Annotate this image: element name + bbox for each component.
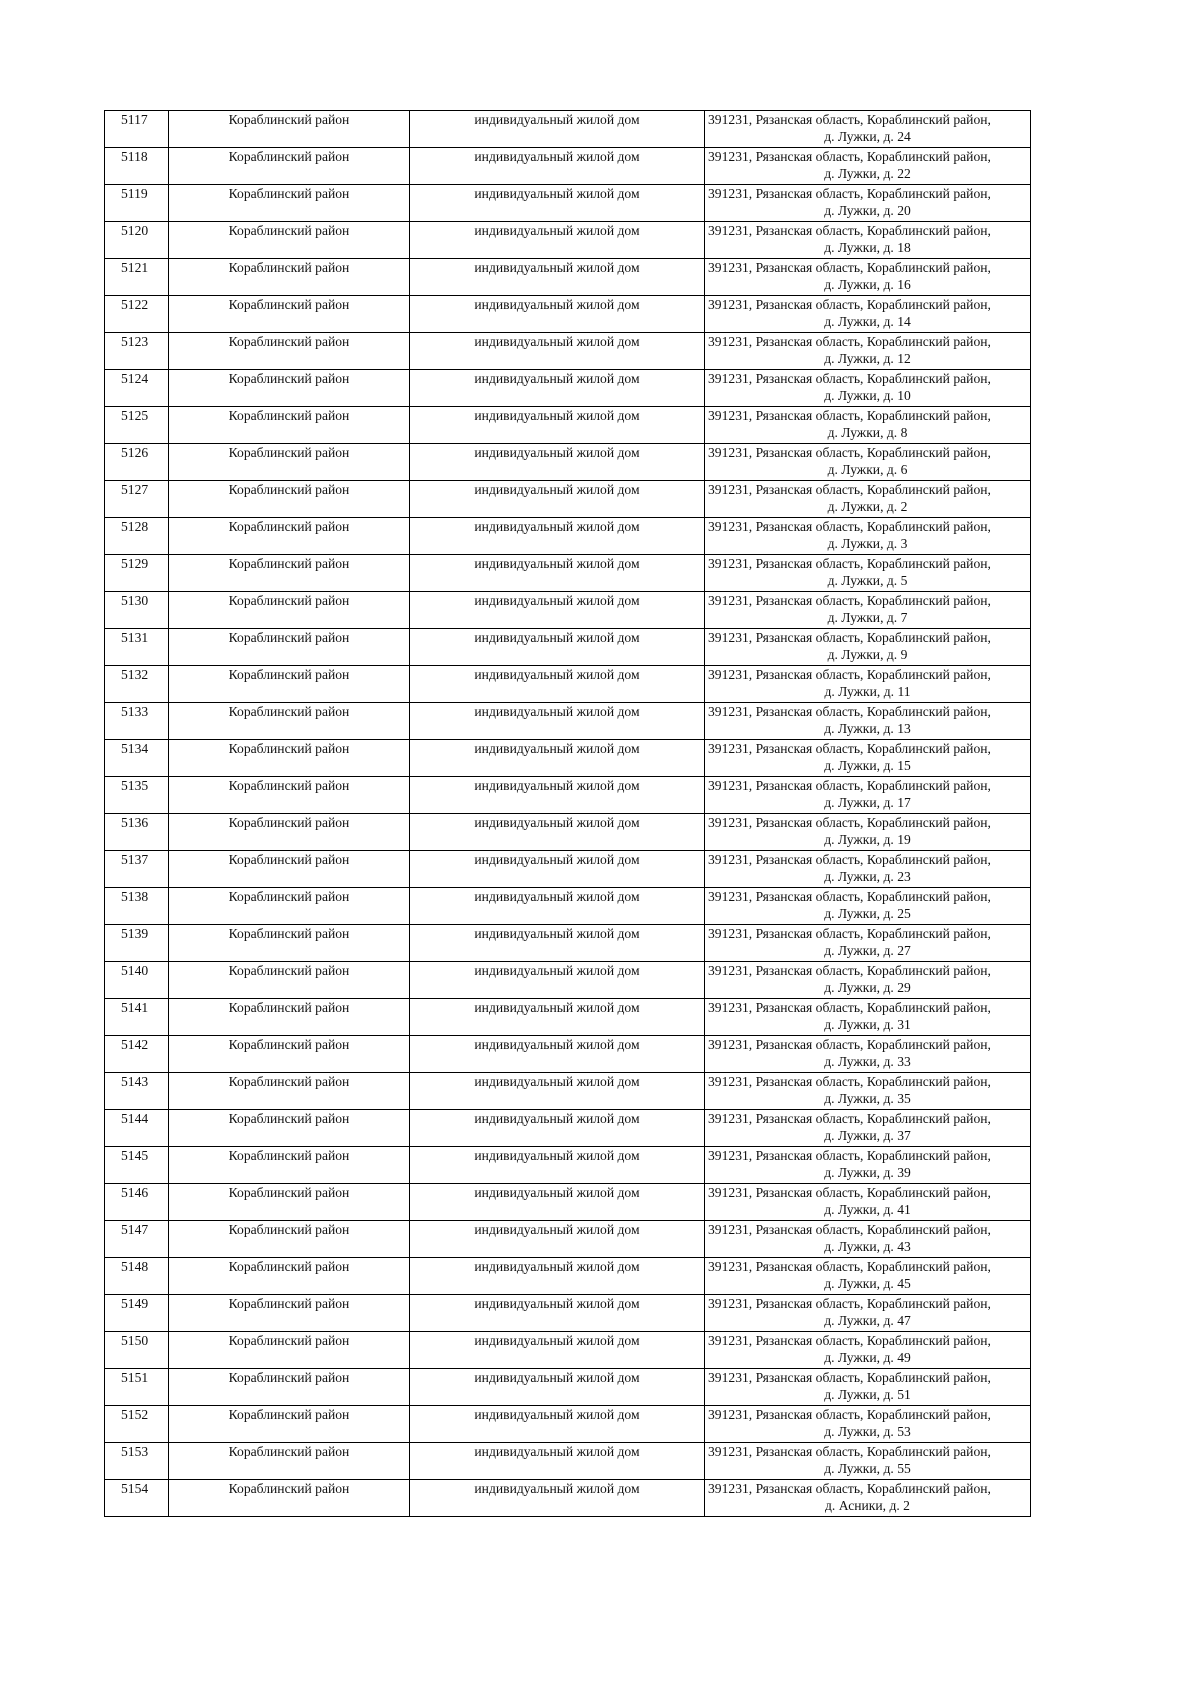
- row-building-type: индивидуальный жилой дом: [410, 185, 705, 222]
- row-address-line-1: 391231, Рязанская область, Кораблинский район,: [708, 1296, 991, 1311]
- row-number: 5154: [105, 1480, 169, 1517]
- row-address-line-1: 391231, Рязанская область, Кораблинский район,: [708, 741, 991, 756]
- table-row: [105, 222, 1031, 259]
- row-address: [705, 740, 1031, 777]
- row-building-type: индивидуальный жилой дом: [410, 555, 705, 592]
- row-district: Кораблинский район: [169, 1258, 410, 1295]
- row-address-line-1: 391231, Рязанская область, Кораблинский район,: [708, 445, 991, 460]
- row-building-type: индивидуальный жилой дом: [410, 666, 705, 703]
- row-number: 5147: [105, 1221, 169, 1258]
- row-district: Кораблинский район: [169, 1332, 410, 1369]
- row-building-type: индивидуальный жилой дом: [410, 259, 705, 296]
- row-address-line-1: 391231, Рязанская область, Кораблинский район,: [708, 815, 991, 830]
- row-building-type: индивидуальный жилой дом: [410, 925, 705, 962]
- table-row: [105, 666, 1031, 703]
- row-number: 5118: [105, 148, 169, 185]
- table-row: [105, 1295, 1031, 1332]
- row-address-line-2: д. Лужки, д. 37: [824, 1128, 911, 1143]
- address-table-body: [105, 111, 1031, 1517]
- table-row: [105, 1184, 1031, 1221]
- row-district: Кораблинский район: [169, 222, 410, 259]
- row-address: [705, 222, 1031, 259]
- row-number: 5134: [105, 740, 169, 777]
- row-district: Кораблинский район: [169, 1147, 410, 1184]
- row-district: Кораблинский район: [169, 481, 410, 518]
- row-district: Кораблинский район: [169, 370, 410, 407]
- row-building-type: индивидуальный жилой дом: [410, 444, 705, 481]
- row-address-line-1: 391231, Рязанская область, Кораблинский район,: [708, 926, 991, 941]
- row-number: 5151: [105, 1369, 169, 1406]
- row-building-type: индивидуальный жилой дом: [410, 888, 705, 925]
- row-building-type: индивидуальный жилой дом: [410, 851, 705, 888]
- row-district: Кораблинский район: [169, 1406, 410, 1443]
- row-number: 5136: [105, 814, 169, 851]
- row-address-line-1: 391231, Рязанская область, Кораблинский район,: [708, 852, 991, 867]
- table-row: [105, 296, 1031, 333]
- row-address: [705, 444, 1031, 481]
- row-address: [705, 148, 1031, 185]
- row-building-type: индивидуальный жилой дом: [410, 1147, 705, 1184]
- row-address-line-2: д. Лужки, д. 49: [824, 1350, 911, 1365]
- row-number: 5119: [105, 185, 169, 222]
- row-address-line-2: д. Лужки, д. 18: [824, 240, 911, 255]
- row-address-line-1: 391231, Рязанская область, Кораблинский район,: [708, 519, 991, 534]
- row-address: [705, 666, 1031, 703]
- row-building-type: индивидуальный жилой дом: [410, 1184, 705, 1221]
- row-district: Кораблинский район: [169, 962, 410, 999]
- row-address: [705, 851, 1031, 888]
- row-number: 5149: [105, 1295, 169, 1332]
- row-district: Кораблинский район: [169, 888, 410, 925]
- table-row: [105, 333, 1031, 370]
- row-district: Кораблинский район: [169, 148, 410, 185]
- table-row: [105, 518, 1031, 555]
- table-row: [105, 999, 1031, 1036]
- row-address-line-2: д. Лужки, д. 41: [824, 1202, 911, 1217]
- row-address: [705, 1110, 1031, 1147]
- row-building-type: индивидуальный жилой дом: [410, 1443, 705, 1480]
- row-address-line-1: 391231, Рязанская область, Кораблинский район,: [708, 482, 991, 497]
- table-row: [105, 814, 1031, 851]
- row-district: Кораблинский район: [169, 1480, 410, 1517]
- row-address-line-2: д. Лужки, д. 27: [824, 943, 911, 958]
- row-address-line-2: д. Лужки, д. 15: [824, 758, 911, 773]
- row-address: [705, 259, 1031, 296]
- row-number: 5135: [105, 777, 169, 814]
- row-address-line-2: д. Лужки, д. 23: [824, 869, 911, 884]
- row-number: 5122: [105, 296, 169, 333]
- row-address-line-1: 391231, Рязанская область, Кораблинский район,: [708, 889, 991, 904]
- table-row: [105, 1332, 1031, 1369]
- row-address-line-1: 391231, Рязанская область, Кораблинский район,: [708, 1074, 991, 1089]
- row-address: [705, 592, 1031, 629]
- row-address-line-2: д. Лужки, д. 17: [824, 795, 911, 810]
- row-district: Кораблинский район: [169, 1184, 410, 1221]
- table-row: [105, 1073, 1031, 1110]
- row-address-line-2: д. Лужки, д. 25: [824, 906, 911, 921]
- row-building-type: индивидуальный жилой дом: [410, 592, 705, 629]
- table-row: [105, 777, 1031, 814]
- row-address-line-1: 391231, Рязанская область, Кораблинский район,: [708, 371, 991, 386]
- row-address-line-1: 391231, Рязанская область, Кораблинский район,: [708, 186, 991, 201]
- row-district: Кораблинский район: [169, 740, 410, 777]
- row-number: 5152: [105, 1406, 169, 1443]
- row-address-line-2: д. Лужки, д. 29: [824, 980, 911, 995]
- row-number: 5137: [105, 851, 169, 888]
- row-address: [705, 999, 1031, 1036]
- row-address-line-2: д. Лужки, д. 16: [824, 277, 911, 292]
- row-building-type: индивидуальный жилой дом: [410, 962, 705, 999]
- table-row: [105, 925, 1031, 962]
- table-row: [105, 1147, 1031, 1184]
- row-address: [705, 1147, 1031, 1184]
- table-row: [105, 407, 1031, 444]
- row-district: Кораблинский район: [169, 1443, 410, 1480]
- row-address: [705, 1258, 1031, 1295]
- row-address-line-2: д. Лужки, д. 14: [824, 314, 911, 329]
- row-address: [705, 777, 1031, 814]
- row-address-line-1: 391231, Рязанская область, Кораблинский район,: [708, 1370, 991, 1385]
- row-address-line-1: 391231, Рязанская область, Кораблинский район,: [708, 260, 991, 275]
- table-row: [105, 1443, 1031, 1480]
- row-district: Кораблинский район: [169, 592, 410, 629]
- table-row: [105, 592, 1031, 629]
- row-district: Кораблинский район: [169, 407, 410, 444]
- row-number: 5138: [105, 888, 169, 925]
- row-address-line-2: д. Лужки, д. 35: [824, 1091, 911, 1106]
- row-address-line-1: 391231, Рязанская область, Кораблинский район,: [708, 1000, 991, 1015]
- row-address-line-2: д. Лужки, д. 53: [824, 1424, 911, 1439]
- table-row: [105, 555, 1031, 592]
- row-number: 5132: [105, 666, 169, 703]
- row-building-type: индивидуальный жилой дом: [410, 296, 705, 333]
- row-number: 5150: [105, 1332, 169, 1369]
- row-district: Кораблинский район: [169, 1036, 410, 1073]
- row-address-line-2: д. Лужки, д. 39: [824, 1165, 911, 1180]
- row-building-type: индивидуальный жилой дом: [410, 1369, 705, 1406]
- table-row: [105, 185, 1031, 222]
- row-building-type: индивидуальный жилой дом: [410, 222, 705, 259]
- row-building-type: индивидуальный жилой дом: [410, 703, 705, 740]
- row-address-line-2: д. Лужки, д. 5: [827, 573, 908, 588]
- row-address: [705, 1369, 1031, 1406]
- row-number: 5133: [105, 703, 169, 740]
- row-address: [705, 370, 1031, 407]
- row-address-line-2: д. Лужки, д. 7: [827, 610, 908, 625]
- row-address-line-2: д. Лужки, д. 3: [827, 536, 908, 551]
- row-district: Кораблинский район: [169, 1369, 410, 1406]
- row-district: Кораблинский район: [169, 703, 410, 740]
- row-address: [705, 1184, 1031, 1221]
- row-address-line-2: д. Лужки, д. 31: [824, 1017, 911, 1032]
- row-address-line-1: 391231, Рязанская область, Кораблинский район,: [708, 778, 991, 793]
- row-district: Кораблинский район: [169, 1295, 410, 1332]
- table-row: [105, 888, 1031, 925]
- row-address-line-2: д. Асники, д. 2: [825, 1498, 910, 1513]
- row-building-type: индивидуальный жилой дом: [410, 1332, 705, 1369]
- row-address-line-2: д. Лужки, д. 45: [824, 1276, 911, 1291]
- row-number: 5128: [105, 518, 169, 555]
- row-district: Кораблинский район: [169, 925, 410, 962]
- row-district: Кораблинский район: [169, 555, 410, 592]
- address-table: [104, 110, 1031, 1517]
- row-building-type: индивидуальный жилой дом: [410, 1110, 705, 1147]
- row-address-line-1: 391231, Рязанская область, Кораблинский район,: [708, 223, 991, 238]
- table-row: [105, 444, 1031, 481]
- row-number: 5153: [105, 1443, 169, 1480]
- row-address-line-2: д. Лужки, д. 47: [824, 1313, 911, 1328]
- row-address-line-1: 391231, Рязанская область, Кораблинский район,: [708, 593, 991, 608]
- row-address-line-2: д. Лужки, д. 9: [827, 647, 908, 662]
- row-building-type: индивидуальный жилой дом: [410, 148, 705, 185]
- row-number: 5124: [105, 370, 169, 407]
- row-number: 5125: [105, 407, 169, 444]
- row-address: [705, 555, 1031, 592]
- row-building-type: индивидуальный жилой дом: [410, 111, 705, 148]
- table-row: [105, 259, 1031, 296]
- row-district: Кораблинский район: [169, 629, 410, 666]
- row-district: Кораблинский район: [169, 259, 410, 296]
- row-building-type: индивидуальный жилой дом: [410, 1480, 705, 1517]
- row-address-line-1: 391231, Рязанская область, Кораблинский район,: [708, 149, 991, 164]
- table-row: [105, 962, 1031, 999]
- row-district: Кораблинский район: [169, 518, 410, 555]
- row-district: Кораблинский район: [169, 777, 410, 814]
- row-address: [705, 925, 1031, 962]
- row-address-line-1: 391231, Рязанская область, Кораблинский район,: [708, 630, 991, 645]
- row-address-line-1: 391231, Рязанская область, Кораблинский район,: [708, 667, 991, 682]
- table-row: [105, 1480, 1031, 1517]
- row-address-line-1: 391231, Рязанская область, Кораблинский район,: [708, 1444, 991, 1459]
- row-number: 5142: [105, 1036, 169, 1073]
- row-address-line-1: 391231, Рязанская область, Кораблинский район,: [708, 963, 991, 978]
- row-address-line-1: 391231, Рязанская область, Кораблинский район,: [708, 1185, 991, 1200]
- row-address: [705, 1073, 1031, 1110]
- row-address-line-2: д. Лужки, д. 51: [824, 1387, 911, 1402]
- table-row: [105, 111, 1031, 148]
- row-address: [705, 1443, 1031, 1480]
- row-district: Кораблинский район: [169, 185, 410, 222]
- row-district: Кораблинский район: [169, 1073, 410, 1110]
- row-address: [705, 333, 1031, 370]
- row-address: [705, 962, 1031, 999]
- row-building-type: индивидуальный жилой дом: [410, 1036, 705, 1073]
- row-district: Кораблинский район: [169, 1110, 410, 1147]
- row-address: [705, 481, 1031, 518]
- row-address-line-2: д. Лужки, д. 11: [824, 684, 911, 699]
- row-building-type: индивидуальный жилой дом: [410, 999, 705, 1036]
- row-building-type: индивидуальный жилой дом: [410, 1406, 705, 1443]
- row-number: 5148: [105, 1258, 169, 1295]
- row-building-type: индивидуальный жилой дом: [410, 777, 705, 814]
- row-number: 5120: [105, 222, 169, 259]
- row-number: 5139: [105, 925, 169, 962]
- row-address: [705, 703, 1031, 740]
- row-address: [705, 518, 1031, 555]
- row-address-line-1: 391231, Рязанская область, Кораблинский район,: [708, 1333, 991, 1348]
- row-number: 5141: [105, 999, 169, 1036]
- row-address: [705, 629, 1031, 666]
- row-address: [705, 185, 1031, 222]
- table-row: [105, 851, 1031, 888]
- row-address-line-1: 391231, Рязанская область, Кораблинский район,: [708, 1222, 991, 1237]
- row-number: 5145: [105, 1147, 169, 1184]
- row-address-line-1: 391231, Рязанская область, Кораблинский район,: [708, 1481, 991, 1496]
- row-number: 5123: [105, 333, 169, 370]
- row-building-type: индивидуальный жилой дом: [410, 740, 705, 777]
- row-address-line-2: д. Лужки, д. 24: [824, 129, 911, 144]
- row-address-line-2: д. Лужки, д. 22: [824, 166, 911, 181]
- row-number: 5129: [105, 555, 169, 592]
- row-address-line-2: д. Лужки, д. 20: [824, 203, 911, 218]
- row-address-line-1: 391231, Рязанская область, Кораблинский район,: [708, 1037, 991, 1052]
- row-address-line-1: 391231, Рязанская область, Кораблинский район,: [708, 1111, 991, 1126]
- row-building-type: индивидуальный жилой дом: [410, 1258, 705, 1295]
- row-address-line-1: 391231, Рязанская область, Кораблинский район,: [708, 334, 991, 349]
- row-number: 5131: [105, 629, 169, 666]
- row-number: 5146: [105, 1184, 169, 1221]
- row-address-line-1: 391231, Рязанская область, Кораблинский район,: [708, 1259, 991, 1274]
- row-address: [705, 407, 1031, 444]
- row-address: [705, 888, 1031, 925]
- row-address-line-1: 391231, Рязанская область, Кораблинский район,: [708, 1148, 991, 1163]
- table-row: [105, 629, 1031, 666]
- row-address-line-2: д. Лужки, д. 13: [824, 721, 911, 736]
- table-row: [105, 1406, 1031, 1443]
- table-row: [105, 370, 1031, 407]
- table-row: [105, 1036, 1031, 1073]
- row-address-line-1: 391231, Рязанская область, Кораблинский район,: [708, 112, 991, 127]
- row-address: [705, 1480, 1031, 1517]
- table-row: [105, 703, 1031, 740]
- row-building-type: индивидуальный жилой дом: [410, 814, 705, 851]
- row-number: 5121: [105, 259, 169, 296]
- row-building-type: индивидуальный жилой дом: [410, 481, 705, 518]
- row-number: 5127: [105, 481, 169, 518]
- row-address-line-2: д. Лужки, д. 43: [824, 1239, 911, 1254]
- row-address-line-2: д. Лужки, д. 6: [827, 462, 908, 477]
- row-address-line-1: 391231, Рязанская область, Кораблинский район,: [708, 1407, 991, 1422]
- table-row: [105, 740, 1031, 777]
- row-address: [705, 111, 1031, 148]
- row-address: [705, 296, 1031, 333]
- row-address-line-1: 391231, Рязанская область, Кораблинский район,: [708, 704, 991, 719]
- row-building-type: индивидуальный жилой дом: [410, 1295, 705, 1332]
- row-address-line-1: 391231, Рязанская область, Кораблинский район,: [708, 297, 991, 312]
- row-address: [705, 1036, 1031, 1073]
- row-number: 5130: [105, 592, 169, 629]
- row-address-line-1: 391231, Рязанская область, Кораблинский район,: [708, 556, 991, 571]
- row-district: Кораблинский район: [169, 814, 410, 851]
- table-row: [105, 1369, 1031, 1406]
- row-building-type: индивидуальный жилой дом: [410, 518, 705, 555]
- row-address-line-2: д. Лужки, д. 10: [824, 388, 911, 403]
- row-building-type: индивидуальный жилой дом: [410, 1221, 705, 1258]
- row-district: Кораблинский район: [169, 666, 410, 703]
- table-row: [105, 1110, 1031, 1147]
- row-district: Кораблинский район: [169, 1221, 410, 1258]
- row-address-line-2: д. Лужки, д. 8: [827, 425, 908, 440]
- row-district: Кораблинский район: [169, 111, 410, 148]
- row-address-line-1: 391231, Рязанская область, Кораблинский район,: [708, 408, 991, 423]
- row-number: 5144: [105, 1110, 169, 1147]
- row-building-type: индивидуальный жилой дом: [410, 407, 705, 444]
- table-row: [105, 481, 1031, 518]
- row-address-line-2: д. Лужки, д. 19: [824, 832, 911, 847]
- row-number: 5140: [105, 962, 169, 999]
- row-address: [705, 1221, 1031, 1258]
- row-address: [705, 1332, 1031, 1369]
- row-building-type: индивидуальный жилой дом: [410, 629, 705, 666]
- row-district: Кораблинский район: [169, 333, 410, 370]
- row-building-type: индивидуальный жилой дом: [410, 1073, 705, 1110]
- row-address: [705, 1406, 1031, 1443]
- row-address-line-2: д. Лужки, д. 55: [824, 1461, 911, 1476]
- row-number: 5117: [105, 111, 169, 148]
- row-building-type: индивидуальный жилой дом: [410, 370, 705, 407]
- row-district: Кораблинский район: [169, 296, 410, 333]
- table-row: [105, 1221, 1031, 1258]
- row-building-type: индивидуальный жилой дом: [410, 333, 705, 370]
- row-district: Кораблинский район: [169, 851, 410, 888]
- row-address-line-2: д. Лужки, д. 2: [827, 499, 908, 514]
- row-district: Кораблинский район: [169, 999, 410, 1036]
- row-number: 5126: [105, 444, 169, 481]
- row-address: [705, 814, 1031, 851]
- row-address-line-2: д. Лужки, д. 12: [824, 351, 911, 366]
- row-district: Кораблинский район: [169, 444, 410, 481]
- row-address-line-2: д. Лужки, д. 33: [824, 1054, 911, 1069]
- row-address: [705, 1295, 1031, 1332]
- table-row: [105, 1258, 1031, 1295]
- row-number: 5143: [105, 1073, 169, 1110]
- table-row: [105, 148, 1031, 185]
